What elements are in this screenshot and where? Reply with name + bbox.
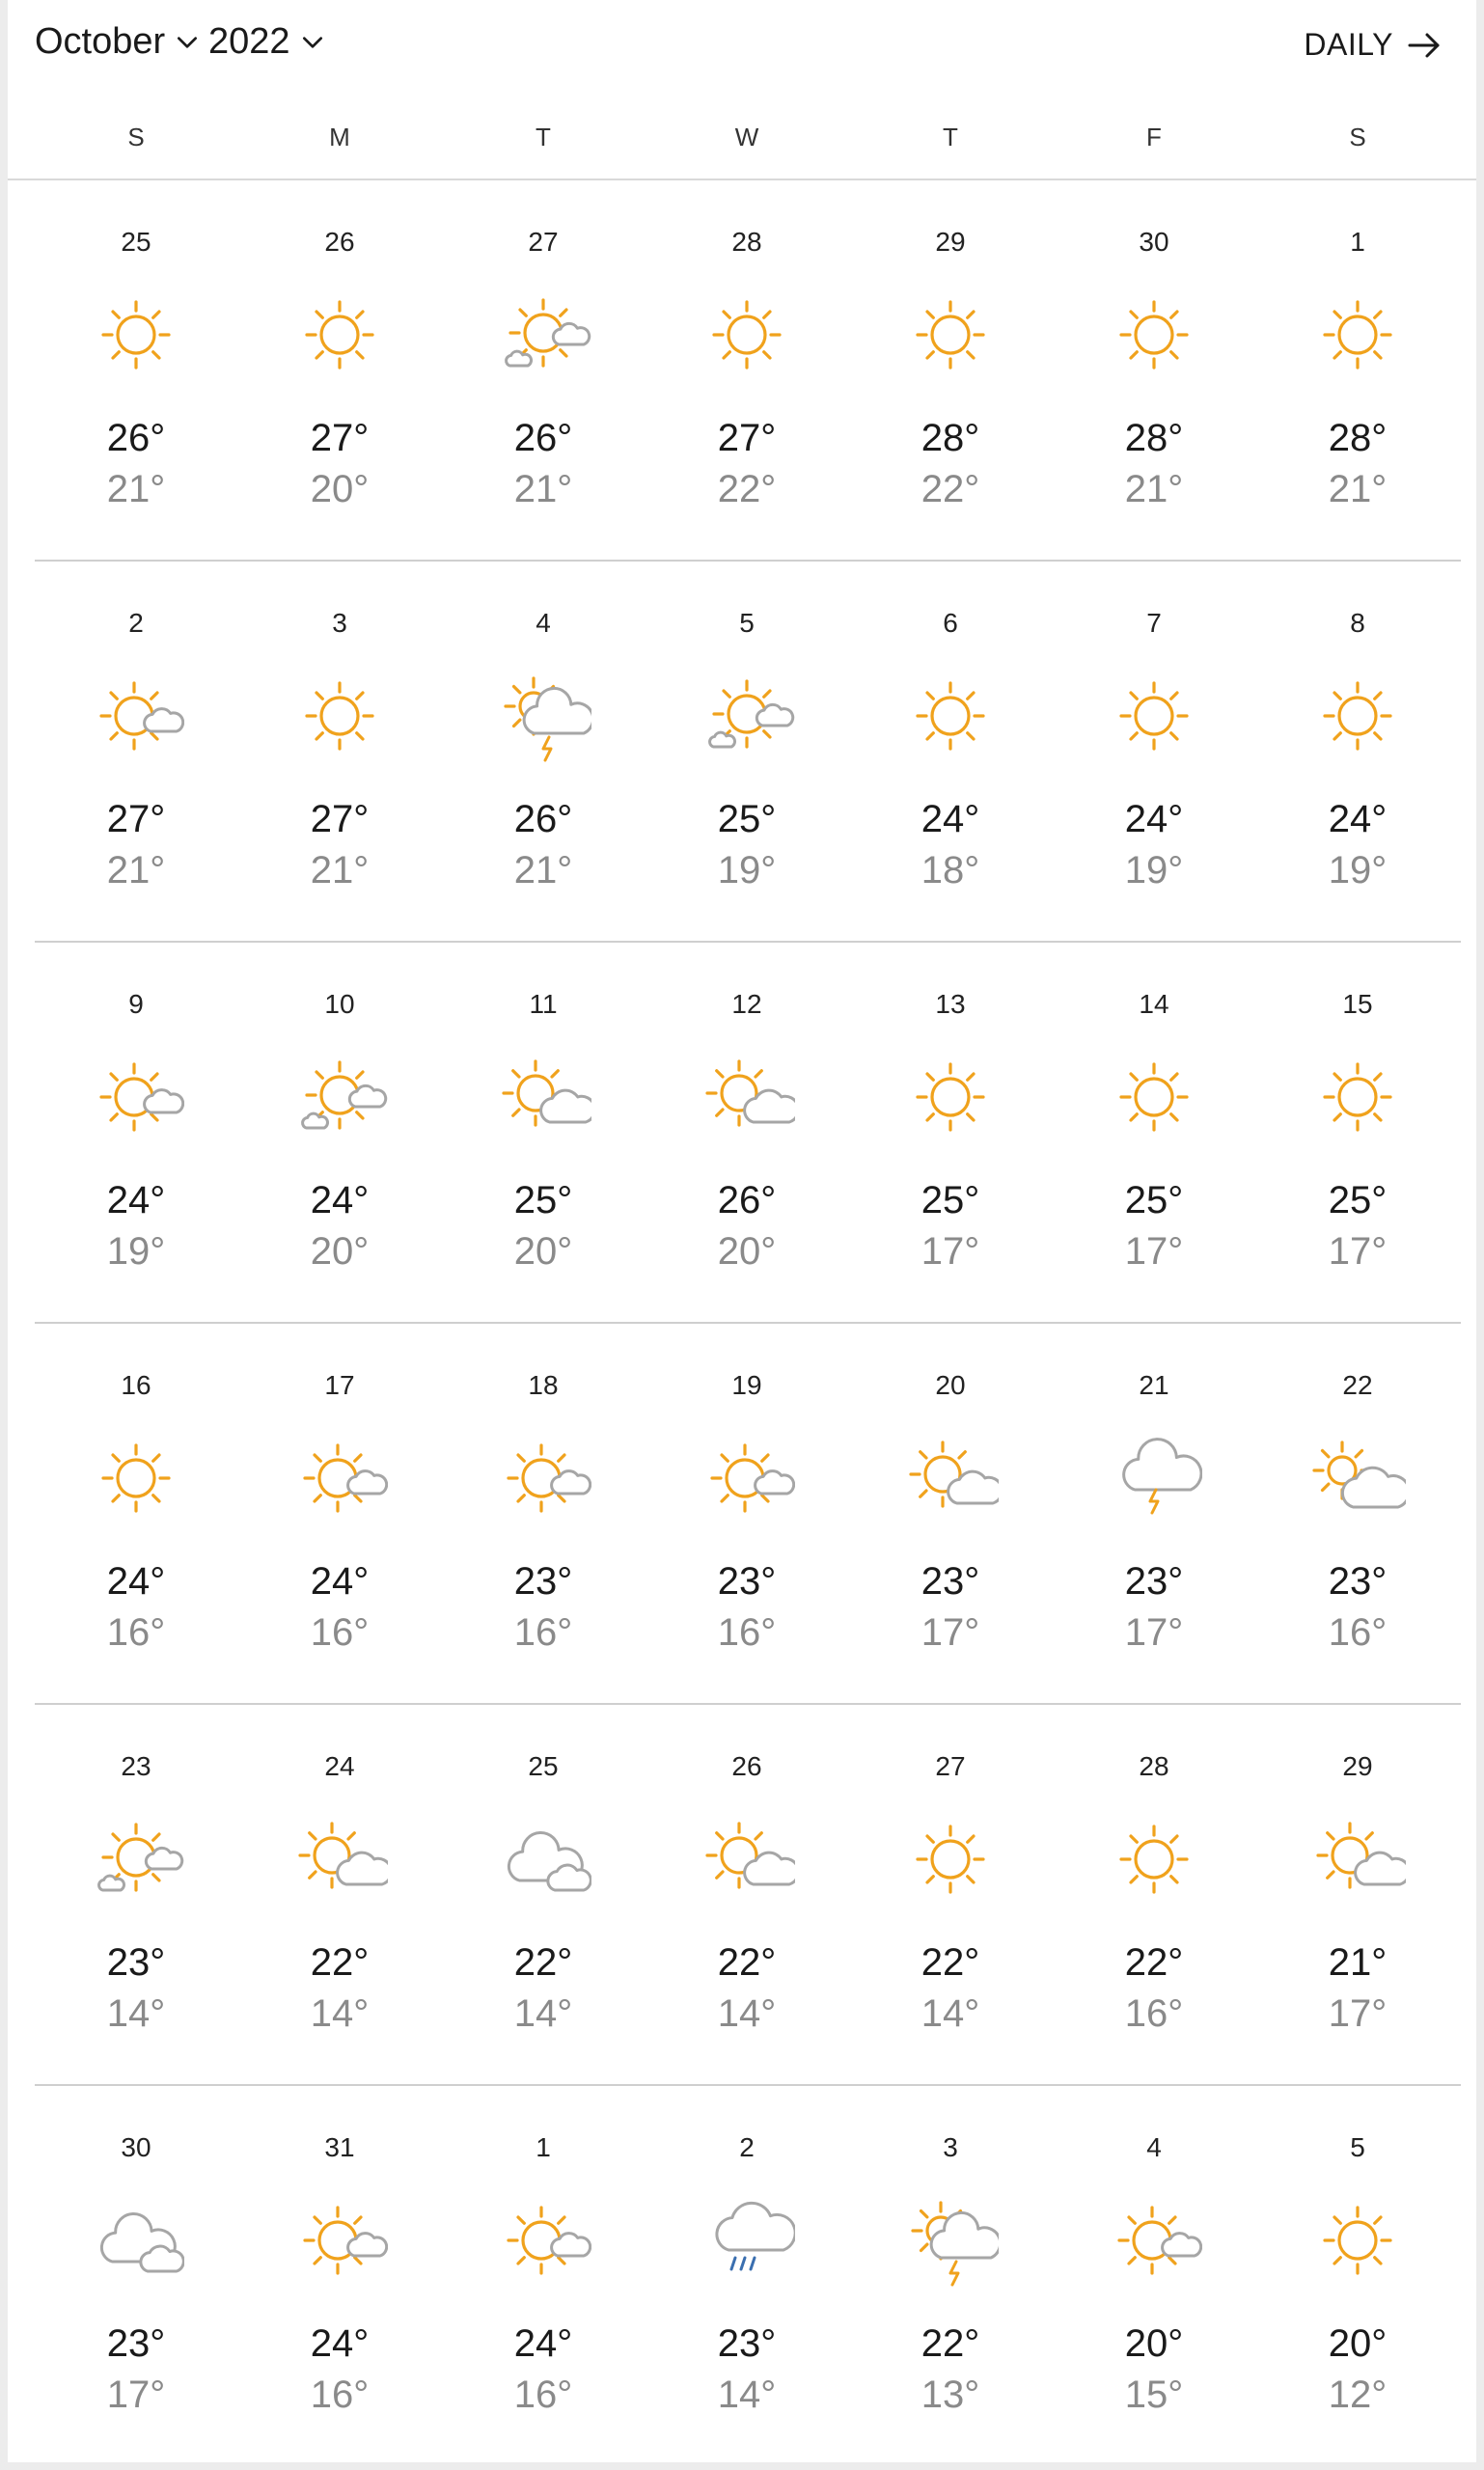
day-cell[interactable] bbox=[1256, 562, 1459, 941]
day-number: 15 bbox=[1342, 989, 1373, 1019]
sunny-icon bbox=[88, 1430, 184, 1526]
day-cell[interactable] bbox=[442, 180, 645, 560]
low-temperature: 22° bbox=[921, 468, 980, 510]
weekday-label: F bbox=[1146, 123, 1162, 151]
high-temperature: 22° bbox=[921, 1941, 980, 1984]
day-number: 6 bbox=[943, 608, 958, 638]
high-temperature: 25° bbox=[717, 798, 777, 840]
high-temperature: 26° bbox=[717, 1179, 777, 1221]
calendar-grid bbox=[35, 180, 1461, 2465]
high-temperature: 24° bbox=[1328, 798, 1388, 840]
week-row bbox=[35, 562, 1461, 943]
high-temperature: 24° bbox=[310, 1560, 370, 1603]
week-row bbox=[35, 1324, 1461, 1705]
week-row bbox=[35, 180, 1461, 562]
day-number: 30 bbox=[1139, 227, 1169, 257]
high-temperature: 20° bbox=[1124, 2322, 1184, 2365]
partly-cloudy-icon bbox=[699, 1049, 795, 1145]
high-temperature: 26° bbox=[106, 417, 166, 459]
day-number: 21 bbox=[1139, 1370, 1169, 1400]
cloudy-icon bbox=[495, 1811, 591, 1907]
rain-icon bbox=[699, 2192, 795, 2289]
day-cell[interactable] bbox=[1256, 180, 1459, 560]
sunny-icon bbox=[1309, 668, 1406, 764]
high-temperature: 24° bbox=[106, 1179, 166, 1221]
day-number: 24 bbox=[324, 1751, 355, 1781]
low-temperature: 16° bbox=[1124, 1992, 1184, 2035]
arrow-right-icon bbox=[1407, 31, 1442, 60]
day-number: 1 bbox=[1350, 227, 1365, 257]
high-temperature: 24° bbox=[921, 798, 980, 840]
low-temperature: 14° bbox=[106, 1992, 166, 2035]
year-label: 2022 bbox=[208, 21, 290, 62]
low-temperature: 16° bbox=[1328, 1611, 1388, 1654]
low-temperature: 12° bbox=[1328, 2374, 1388, 2416]
day-cell[interactable] bbox=[1256, 2086, 1459, 2465]
sunny-icon bbox=[902, 1811, 999, 1907]
high-temperature: 22° bbox=[717, 1941, 777, 1984]
low-temperature: 16° bbox=[310, 1611, 370, 1654]
weekday-label: W bbox=[734, 123, 759, 151]
high-temperature: 27° bbox=[310, 417, 370, 459]
day-cell[interactable] bbox=[35, 562, 237, 941]
high-temperature: 28° bbox=[921, 417, 980, 459]
day-number: 29 bbox=[935, 227, 966, 257]
day-cell[interactable] bbox=[442, 2086, 645, 2465]
day-number: 2 bbox=[739, 2132, 755, 2162]
weekday-label: S bbox=[127, 123, 145, 151]
low-temperature: 20° bbox=[310, 468, 370, 510]
low-temperature: 14° bbox=[717, 2374, 777, 2416]
low-temperature: 16° bbox=[717, 1611, 777, 1654]
high-temperature: 23° bbox=[106, 2322, 166, 2365]
low-temperature: 22° bbox=[717, 468, 777, 510]
day-number: 27 bbox=[528, 227, 559, 257]
sun-small-cloud-icon bbox=[88, 1049, 184, 1145]
low-temperature: 21° bbox=[1124, 468, 1184, 510]
day-cell[interactable] bbox=[646, 1705, 848, 2084]
day-cell[interactable] bbox=[849, 943, 1052, 1322]
high-temperature: 25° bbox=[1124, 1179, 1184, 1221]
low-temperature: 21° bbox=[106, 468, 166, 510]
low-temperature: 16° bbox=[513, 1611, 573, 1654]
low-temperature: 20° bbox=[513, 1230, 573, 1273]
high-temperature: 22° bbox=[310, 1941, 370, 1984]
low-temperature: 21° bbox=[1328, 468, 1388, 510]
day-number: 1 bbox=[536, 2132, 551, 2162]
low-temperature: 14° bbox=[310, 1992, 370, 2035]
chevron-down-icon bbox=[175, 30, 200, 55]
weekday-label: S bbox=[1349, 123, 1366, 151]
low-temperature: 14° bbox=[513, 1992, 573, 2035]
high-temperature: 23° bbox=[921, 1560, 980, 1603]
day-cell[interactable] bbox=[646, 943, 848, 1322]
day-number: 5 bbox=[739, 608, 755, 638]
low-temperature: 17° bbox=[106, 2374, 166, 2416]
low-temperature: 19° bbox=[1124, 849, 1184, 892]
day-cell[interactable] bbox=[849, 2086, 1052, 2465]
day-number: 3 bbox=[332, 608, 347, 638]
day-cell[interactable] bbox=[1053, 2086, 1255, 2465]
mostly-cloudy-icon bbox=[1309, 1430, 1406, 1526]
high-temperature: 24° bbox=[106, 1560, 166, 1603]
sun-small-cloud-icon bbox=[495, 2192, 591, 2289]
weekday-label: T bbox=[536, 123, 551, 151]
daily-view-label: DAILY bbox=[1304, 27, 1393, 62]
low-temperature: 16° bbox=[513, 2374, 573, 2416]
sunny-icon bbox=[902, 1049, 999, 1145]
low-temperature: 17° bbox=[1124, 1611, 1184, 1654]
sun-small-cloud-icon bbox=[495, 1430, 591, 1526]
day-cell[interactable] bbox=[35, 943, 237, 1322]
day-number: 2 bbox=[128, 608, 144, 638]
day-cell[interactable] bbox=[35, 1324, 237, 1703]
partly-cloudy-icon bbox=[902, 1430, 999, 1526]
year-selector[interactable] bbox=[208, 21, 325, 63]
day-cell[interactable] bbox=[442, 1705, 645, 2084]
sun-thunderstorm-icon bbox=[902, 2192, 999, 2289]
high-temperature: 25° bbox=[921, 1179, 980, 1221]
low-temperature: 21° bbox=[513, 849, 573, 892]
sunny-icon bbox=[1106, 1049, 1202, 1145]
day-number: 9 bbox=[128, 989, 144, 1019]
day-cell[interactable] bbox=[35, 1705, 237, 2084]
high-temperature: 24° bbox=[310, 2322, 370, 2365]
day-cell[interactable] bbox=[238, 943, 441, 1322]
low-temperature: 18° bbox=[921, 849, 980, 892]
calendar-header bbox=[8, 0, 1476, 101]
low-temperature: 19° bbox=[1328, 849, 1388, 892]
mostly-sunny-icon bbox=[291, 1049, 388, 1145]
week-row bbox=[35, 2086, 1461, 2465]
high-temperature: 23° bbox=[717, 2322, 777, 2365]
mostly-sunny-icon bbox=[699, 668, 795, 764]
low-temperature: 20° bbox=[310, 1230, 370, 1273]
day-cell[interactable] bbox=[646, 2086, 848, 2465]
low-temperature: 19° bbox=[717, 849, 777, 892]
day-number: 25 bbox=[121, 227, 151, 257]
high-temperature: 26° bbox=[513, 798, 573, 840]
day-number: 8 bbox=[1350, 608, 1365, 638]
sunny-icon bbox=[1309, 287, 1406, 383]
day-cell[interactable] bbox=[646, 1324, 848, 1703]
partly-cloudy-icon bbox=[1309, 1811, 1406, 1907]
day-cell[interactable] bbox=[35, 2086, 237, 2465]
sunny-icon bbox=[1309, 2192, 1406, 2289]
day-number: 18 bbox=[528, 1370, 559, 1400]
partly-cloudy-icon bbox=[495, 1049, 591, 1145]
low-temperature: 14° bbox=[921, 1992, 980, 2035]
day-number: 30 bbox=[121, 2132, 151, 2162]
low-temperature: 16° bbox=[106, 1611, 166, 1654]
weekday-label: T bbox=[943, 123, 958, 151]
day-number: 29 bbox=[1342, 1751, 1373, 1781]
high-temperature: 22° bbox=[513, 1941, 573, 1984]
day-number: 19 bbox=[731, 1370, 762, 1400]
day-cell[interactable] bbox=[646, 562, 848, 941]
day-number: 4 bbox=[536, 608, 551, 638]
day-cell[interactable] bbox=[1053, 1324, 1255, 1703]
day-cell[interactable] bbox=[442, 943, 645, 1322]
day-cell[interactable] bbox=[646, 180, 848, 560]
mostly-sunny-icon bbox=[88, 1811, 184, 1907]
day-cell[interactable] bbox=[1256, 1705, 1459, 2084]
low-temperature: 20° bbox=[717, 1230, 777, 1273]
sun-small-cloud-icon bbox=[291, 2192, 388, 2289]
low-temperature: 17° bbox=[1328, 1230, 1388, 1273]
sunny-icon bbox=[291, 668, 388, 764]
day-cell[interactable] bbox=[849, 180, 1052, 560]
day-cell[interactable] bbox=[238, 1324, 441, 1703]
high-temperature: 28° bbox=[1124, 417, 1184, 459]
high-temperature: 20° bbox=[1328, 2322, 1388, 2365]
high-temperature: 23° bbox=[513, 1560, 573, 1603]
low-temperature: 16° bbox=[310, 2374, 370, 2416]
day-number: 20 bbox=[935, 1370, 966, 1400]
partly-cloudy-icon bbox=[291, 1811, 388, 1907]
day-cell[interactable] bbox=[238, 180, 441, 560]
high-temperature: 26° bbox=[513, 417, 573, 459]
day-cell[interactable] bbox=[442, 1324, 645, 1703]
day-cell[interactable] bbox=[849, 562, 1052, 941]
day-number: 23 bbox=[121, 1751, 151, 1781]
low-temperature: 17° bbox=[1124, 1230, 1184, 1273]
month-label: October bbox=[35, 21, 166, 62]
sunny-icon bbox=[902, 287, 999, 383]
day-cell[interactable] bbox=[238, 1705, 441, 2084]
day-number: 12 bbox=[731, 989, 762, 1019]
weekday-label: M bbox=[329, 123, 350, 151]
day-number: 13 bbox=[935, 989, 966, 1019]
sun-small-cloud-icon bbox=[699, 1430, 795, 1526]
day-number: 7 bbox=[1146, 608, 1162, 638]
high-temperature: 22° bbox=[921, 2322, 980, 2365]
day-number: 11 bbox=[529, 989, 558, 1019]
week-row bbox=[35, 943, 1461, 1324]
high-temperature: 28° bbox=[1328, 417, 1388, 459]
high-temperature: 27° bbox=[717, 417, 777, 459]
high-temperature: 23° bbox=[106, 1941, 166, 1984]
low-temperature: 19° bbox=[106, 1230, 166, 1273]
day-cell[interactable] bbox=[238, 2086, 441, 2465]
day-cell[interactable] bbox=[238, 562, 441, 941]
low-temperature: 13° bbox=[921, 2374, 980, 2416]
sunny-icon bbox=[88, 287, 184, 383]
day-number: 26 bbox=[731, 1751, 762, 1781]
low-temperature: 21° bbox=[106, 849, 166, 892]
day-cell[interactable] bbox=[1053, 180, 1255, 560]
sunny-icon bbox=[699, 287, 795, 383]
day-number: 17 bbox=[324, 1370, 355, 1400]
low-temperature: 21° bbox=[513, 468, 573, 510]
day-cell[interactable] bbox=[1053, 943, 1255, 1322]
sun-small-cloud-icon bbox=[88, 668, 184, 764]
day-number: 26 bbox=[324, 227, 355, 257]
day-cell[interactable] bbox=[1256, 1324, 1459, 1703]
high-temperature: 27° bbox=[310, 798, 370, 840]
day-cell[interactable] bbox=[1256, 943, 1459, 1322]
day-number: 28 bbox=[1139, 1751, 1169, 1781]
day-number: 16 bbox=[121, 1370, 151, 1400]
low-temperature: 15° bbox=[1124, 2374, 1184, 2416]
sun-small-cloud-icon bbox=[291, 1430, 388, 1526]
day-cell[interactable] bbox=[442, 562, 645, 941]
weekday-header-row bbox=[8, 101, 1476, 180]
daily-view-button[interactable] bbox=[1304, 27, 1442, 63]
low-temperature: 17° bbox=[1328, 1992, 1388, 2035]
calendar-panel bbox=[8, 0, 1476, 2462]
sun-thunderstorm-icon bbox=[495, 668, 591, 764]
high-temperature: 21° bbox=[1328, 1941, 1388, 1984]
day-number: 5 bbox=[1350, 2132, 1365, 2162]
high-temperature: 24° bbox=[513, 2322, 573, 2365]
sun-small-cloud-icon bbox=[1106, 2192, 1202, 2289]
high-temperature: 24° bbox=[310, 1179, 370, 1221]
day-cell[interactable] bbox=[849, 1324, 1052, 1703]
high-temperature: 25° bbox=[1328, 1179, 1388, 1221]
thunderstorm-icon bbox=[1106, 1430, 1202, 1526]
low-temperature: 21° bbox=[310, 849, 370, 892]
day-cell[interactable] bbox=[1053, 1705, 1255, 2084]
day-number: 3 bbox=[943, 2132, 958, 2162]
day-cell[interactable] bbox=[35, 180, 237, 560]
high-temperature: 22° bbox=[1124, 1941, 1184, 1984]
sunny-icon bbox=[1106, 287, 1202, 383]
high-temperature: 23° bbox=[1328, 1560, 1388, 1603]
high-temperature: 24° bbox=[1124, 798, 1184, 840]
low-temperature: 14° bbox=[717, 1992, 777, 2035]
sunny-icon bbox=[1309, 1049, 1406, 1145]
day-number: 27 bbox=[935, 1751, 966, 1781]
day-cell[interactable] bbox=[1053, 562, 1255, 941]
day-number: 14 bbox=[1139, 989, 1169, 1019]
day-cell[interactable] bbox=[849, 1705, 1052, 2084]
mostly-sunny-icon bbox=[495, 287, 591, 383]
sunny-icon bbox=[902, 668, 999, 764]
high-temperature: 23° bbox=[717, 1560, 777, 1603]
day-number: 22 bbox=[1342, 1370, 1373, 1400]
high-temperature: 25° bbox=[513, 1179, 573, 1221]
low-temperature: 17° bbox=[921, 1611, 980, 1654]
day-number: 28 bbox=[731, 227, 762, 257]
day-number: 31 bbox=[324, 2132, 355, 2162]
chevron-down-icon bbox=[300, 30, 325, 55]
sunny-icon bbox=[291, 287, 388, 383]
week-row bbox=[35, 1705, 1461, 2086]
month-selector[interactable] bbox=[35, 21, 200, 63]
low-temperature: 17° bbox=[921, 1230, 980, 1273]
high-temperature: 23° bbox=[1124, 1560, 1184, 1603]
sunny-icon bbox=[1106, 668, 1202, 764]
day-number: 25 bbox=[528, 1751, 559, 1781]
partly-cloudy-icon bbox=[699, 1811, 795, 1907]
sunny-icon bbox=[1106, 1811, 1202, 1907]
day-number: 10 bbox=[324, 989, 355, 1019]
high-temperature: 27° bbox=[106, 798, 166, 840]
cloudy-icon bbox=[88, 2192, 184, 2289]
day-number: 4 bbox=[1146, 2132, 1162, 2162]
